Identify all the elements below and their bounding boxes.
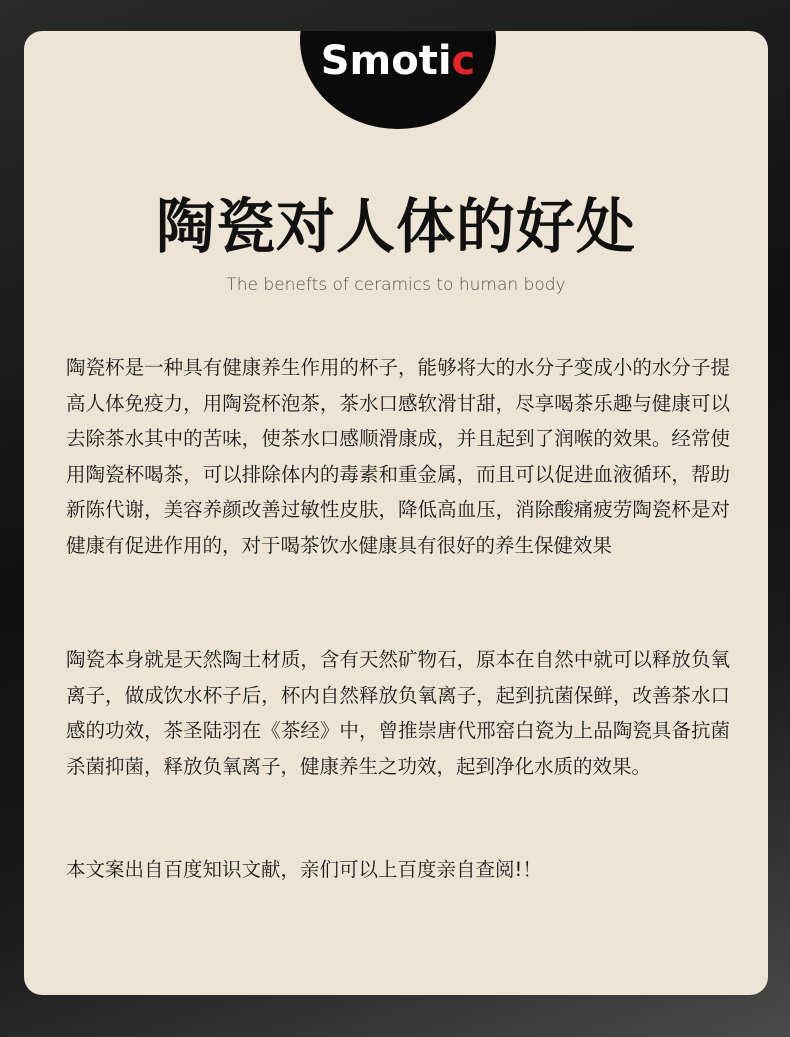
page-title: 陶瓷对人体的好处	[155, 192, 636, 261]
brand-name-accent: c	[451, 38, 476, 84]
paragraph-2: 陶瓷本身就是天然陶土材质，含有天然矿物石，原本在自然中就可以释放负氧离子，做成饮水杯子后，杯内自然释放负氧离子，起到抗菌保鲜，改善茶水口感的功效，茶圣陆羽在《茶经》中，曾推崇唐代邢窑白瓷为上品陶瓷具备抗菌杀菌抑菌，释放负氧离子，健康养生之功效，起到净化水质的效果。	[66, 648, 730, 778]
paragraph-1: 陶瓷杯是一种具有健康养生作用的杯子，能够将大的水分子变成小的水分子提高人体免疫力，用陶瓷杯泡茶，茶水口感软滑甘甜，尽享喝茶乐趣与健康可以去除茶水其中的苦味，使茶水口感顺滑康成，并且起到了润喉的效果。经常使用陶瓷杯喝茶，可以排除体内的毒素和重金属，而且可以促进血液循环，帮助新陈代谢，美容养颜改善过敏性皮肤，降低高血压，消除酸痛疲劳陶瓷杯是对健康有促进作用的，对于喝茶饮水健康具有很好的养生保健效果	[66, 356, 730, 557]
content-card	[24, 31, 768, 995]
page-subtitle: The benefts of ceramics to human body	[226, 275, 566, 295]
source-note: 本文案出自百度知识文献，亲们可以上百度亲自查阅!！	[66, 858, 542, 881]
brand-logo	[300, 36, 496, 86]
brand-name-main: Smoti	[320, 38, 452, 84]
